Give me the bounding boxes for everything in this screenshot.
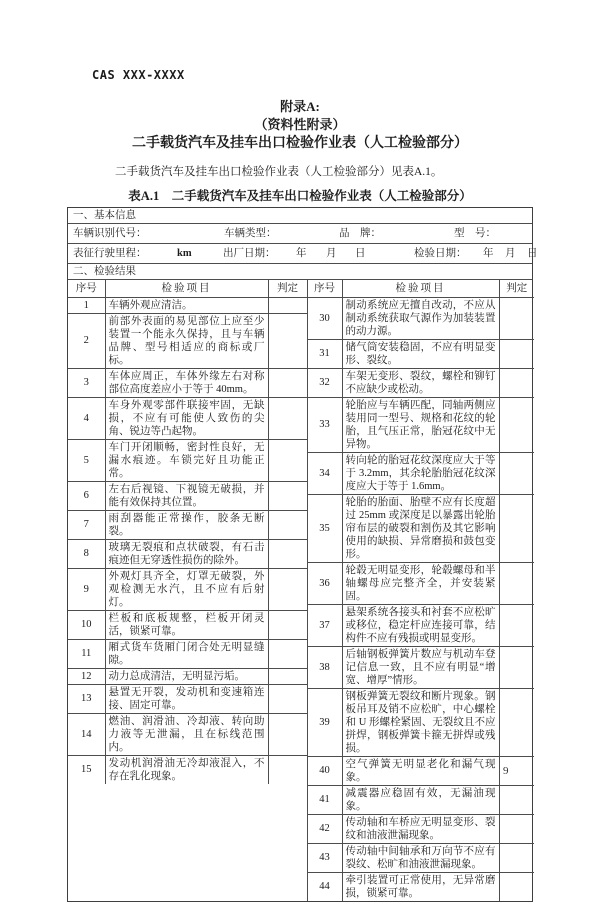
row-serial-number: 41 <box>307 785 342 814</box>
inspection-item: 轮胎应与车辆匹配，同轴两侧应装用同一型号、规格和花纹的轮胎，且气压正常，胎冠花纹中无异物。 <box>342 397 499 452</box>
inspection-item: 减震器应稳固有效，无漏油现象。 <box>342 785 499 814</box>
row-serial-number: 37 <box>307 604 342 646</box>
basic-info-row-1 <box>68 224 532 244</box>
judgment-cell <box>268 684 307 713</box>
row-serial-number: 33 <box>307 397 342 452</box>
row-serial-number: 3 <box>68 368 105 397</box>
table-row <box>307 452 534 494</box>
row-serial-number: 6 <box>68 481 105 510</box>
col-header-serial: 序号 <box>68 280 105 297</box>
judgment-cell <box>499 297 534 339</box>
col-header-judgment: 判定 <box>268 280 307 297</box>
row-serial-number: 43 <box>307 843 342 872</box>
day-label: 日 <box>355 248 366 259</box>
inspection-item: 钢板弹簧无裂纹和断片现象。钢板吊耳及销不应松旷，中心螺栓和 U 形螺栓紧固、无裂纹且不应拼焊，钢板弹簧卡箍无拼焊或残损。 <box>342 688 499 756</box>
inspection-date-label: 检验日期： <box>414 248 467 259</box>
row-serial-number: 13 <box>68 684 105 713</box>
table-row <box>68 568 307 610</box>
inspection-item: 外观灯具齐全，灯罩无破裂，外观检测无水汽，且不应有后射灯。 <box>105 568 268 610</box>
table-row <box>68 684 307 713</box>
section-basic-info: 一、基本信息 <box>68 208 532 224</box>
row-serial-number: 39 <box>307 688 342 756</box>
table-row <box>68 313 307 368</box>
judgment-cell <box>268 713 307 755</box>
month-label: 月 <box>505 248 516 259</box>
judgment-cell <box>499 872 534 901</box>
row-serial-number: 1 <box>68 297 105 313</box>
row-serial-number: 38 <box>307 646 342 688</box>
inspection-item: 厢式货车货厢门闭合处无明显缝隙。 <box>105 639 268 668</box>
inspection-item: 车门开闭顺畅，密封性良好，无漏水痕迹。车锁完好且功能正常。 <box>105 439 268 481</box>
basic-info-row-2 <box>68 244 538 264</box>
table-row <box>68 713 307 755</box>
inspection-item: 转向轮的胎冠花纹深度应大于等于 3.2mm，其余轮胎胎冠花纹深度应大于等于 1.6mm。 <box>342 452 499 494</box>
table-row <box>307 604 534 646</box>
judgment-cell <box>499 688 534 756</box>
inspection-item: 悬置无开裂，发动机和变速箱连接、固定可靠。 <box>105 684 268 713</box>
inspection-item: 制动系统应无擅自改动，不应从制动系统获取气源作为加装装置的动力源。 <box>342 297 499 339</box>
table-row <box>307 297 534 339</box>
mileage-label: 表征行驶里程： <box>73 248 147 259</box>
row-serial-number: 15 <box>68 755 105 784</box>
table-row <box>307 843 534 872</box>
judgment-cell <box>268 397 307 439</box>
row-serial-number: 8 <box>68 539 105 568</box>
row-serial-number: 2 <box>68 313 105 368</box>
inspection-item: 后轴钢板弹簧片数应与机动车登记信息一致，且不应有明显“增宽、增厚”情形。 <box>342 646 499 688</box>
row-serial-number: 30 <box>307 297 342 339</box>
row-serial-number: 32 <box>307 368 342 397</box>
row-serial-number: 44 <box>307 872 342 901</box>
inspection-table-left <box>68 280 308 784</box>
factory-date-label: 出厂日期： <box>223 248 276 259</box>
day-label: 日 <box>527 248 538 259</box>
table-row <box>68 510 307 539</box>
table-row <box>307 785 534 814</box>
inspection-item: 车身外观零部件联接牢固，无缺损，不应有可能使人致伤的尖角、锐边等凸起物。 <box>105 397 268 439</box>
table-row <box>307 494 534 562</box>
table-caption: 表A.1 二手载货汽车及挂车出口检验作业表（人工检验部分） <box>128 189 472 203</box>
col-header-item: 检验项目 <box>105 280 268 297</box>
table-row <box>68 610 307 639</box>
inspection-item: 轮毂无明显变形，轮毂螺母和半轴螺母应完整齐全，并安装紧固。 <box>342 562 499 604</box>
row-serial-number: 7 <box>68 510 105 539</box>
vehicle-type-label: 车辆类型： <box>224 228 277 239</box>
inspection-item: 车架无变形、裂纹，螺栓和铆钉不应缺少或松动。 <box>342 368 499 397</box>
inspection-item: 传动轴和车桥应无明显变形、裂纹和油液泄漏现象。 <box>342 814 499 843</box>
table-row <box>307 814 534 843</box>
table-row <box>68 639 307 668</box>
row-serial-number: 5 <box>68 439 105 481</box>
judgment-cell <box>499 646 534 688</box>
judgment-cell <box>499 604 534 646</box>
judgment-cell <box>268 313 307 368</box>
inspection-item: 左右后视镜、下视镜无破损，并能有效保持其位置。 <box>105 481 268 510</box>
judgment-cell <box>268 639 307 668</box>
judgment-cell <box>499 452 534 494</box>
row-serial-number: 36 <box>307 562 342 604</box>
table-row <box>307 368 534 397</box>
row-serial-number: 34 <box>307 452 342 494</box>
results-body <box>68 280 532 901</box>
judgment-cell <box>268 297 307 313</box>
row-serial-number: 4 <box>68 397 105 439</box>
page-number: 9 <box>503 765 509 777</box>
inspection-item: 悬架系统各接头和衬套不应松旷或移位，稳定杆应连接可靠，结构件不应有残损或明显变形。 <box>342 604 499 646</box>
brand-label: 品 牌： <box>339 228 381 239</box>
inspection-table-right <box>307 280 535 901</box>
inspection-item: 储气筒安装稳固，不应有明显变形、裂纹。 <box>342 339 499 368</box>
year-label: 年 <box>296 248 307 259</box>
row-serial-number: 42 <box>307 814 342 843</box>
table-row <box>307 646 534 688</box>
model-label: 型 号： <box>454 228 496 239</box>
table-row <box>68 755 307 784</box>
appendix-title: 二手载货汽车及挂车出口检验作业表（人工检验部分） <box>132 136 468 151</box>
inspection-item: 动力总成清洁，无明显污垢。 <box>105 668 268 684</box>
inspection-item: 车体应周正，车体外缘左右对称部位高度差应小于等于 40mm。 <box>105 368 268 397</box>
col-header-item: 检验项目 <box>342 280 499 297</box>
inspection-table <box>67 207 538 902</box>
judgment-cell <box>268 668 307 684</box>
inspection-item: 雨刮器能正常操作，胶条无断裂。 <box>105 510 268 539</box>
table-row <box>68 297 307 313</box>
judgment-cell <box>268 539 307 568</box>
judgment-cell <box>499 494 534 562</box>
appendix-type: （资料性附录） <box>254 117 346 132</box>
judgment-cell <box>499 843 534 872</box>
row-serial-number: 11 <box>68 639 105 668</box>
judgment-cell <box>268 510 307 539</box>
table-row <box>307 688 534 756</box>
judgment-cell <box>499 368 534 397</box>
judgment-cell <box>499 339 534 368</box>
row-serial-number: 14 <box>68 713 105 755</box>
row-serial-number: 12 <box>68 668 105 684</box>
inspection-item: 牵引装置可正常使用，无异常磨损，锁紧可靠。 <box>342 872 499 901</box>
table-row <box>307 562 534 604</box>
inspection-item: 车辆外观应清洁。 <box>105 297 268 313</box>
table-row <box>68 539 307 568</box>
year-label: 年 <box>483 248 494 259</box>
table-row <box>307 339 534 368</box>
document-code: CAS XXX-XXXX <box>92 68 185 82</box>
vin-label: 车辆识别代号： <box>73 228 147 239</box>
inspection-item: 玻璃无裂痕和点状破裂，有石击痕迹但无穿透性损伤的除外。 <box>105 539 268 568</box>
inspection-item: 传动轴中间轴承和万向节不应有裂纹、松旷和油液泄漏现象。 <box>342 843 499 872</box>
row-serial-number: 40 <box>307 756 342 785</box>
mileage-unit: km <box>177 248 192 259</box>
row-serial-number: 10 <box>68 610 105 639</box>
inspection-item: 空气弹簧无明显老化和漏气现象。 <box>342 756 499 785</box>
col-header-judgment: 判定 <box>499 280 534 297</box>
table-row <box>307 397 534 452</box>
column-header-row <box>68 280 307 297</box>
month-label: 月 <box>326 248 337 259</box>
col-header-serial: 序号 <box>307 280 342 297</box>
table-row <box>68 481 307 510</box>
judgment-cell <box>268 755 307 784</box>
inspection-item: 发动机润滑油无冷却液混入，不存在乳化现象。 <box>105 755 268 784</box>
inspection-item: 轮胎的胎面、胎壁不应有长度超过 25mm 或深度足以暴露出轮胎帘布层的破裂和割伤及其它影响使用的缺损、异常磨损和鼓包变形。 <box>342 494 499 562</box>
inspection-item: 燃油、润滑油、冷却液、转向助力液等无泄漏，且在标线范围内。 <box>105 713 268 755</box>
inspection-item: 前部外表面的易见部位上应至少装置一个能永久保持，且与车辆品牌、型号相适应的商标或厂标。 <box>105 313 268 368</box>
table-row <box>307 756 534 785</box>
column-header-row <box>307 280 534 297</box>
judgment-cell <box>268 368 307 397</box>
table-row <box>68 668 307 684</box>
row-serial-number: 31 <box>307 339 342 368</box>
row-serial-number: 35 <box>307 494 342 562</box>
judgment-cell <box>499 397 534 452</box>
intro-paragraph: 二手载货汽车及挂车出口检验作业表（人工检验部分）见表A.1。 <box>115 166 443 178</box>
judgment-cell <box>268 439 307 481</box>
row-serial-number: 9 <box>68 568 105 610</box>
section-inspection-results: 二、检验结果 <box>68 264 532 280</box>
judgment-cell <box>268 481 307 510</box>
table-row <box>307 872 534 901</box>
judgment-cell <box>268 568 307 610</box>
judgment-cell <box>499 785 534 814</box>
inspection-item: 栏板和底板规整，栏板开闭灵活，锁紧可靠。 <box>105 610 268 639</box>
judgment-cell <box>268 610 307 639</box>
table-row <box>68 397 307 439</box>
table-row <box>68 368 307 397</box>
judgment-cell <box>499 814 534 843</box>
table-row <box>68 439 307 481</box>
judgment-cell <box>499 562 534 604</box>
appendix-label: 附录A: <box>280 99 320 114</box>
